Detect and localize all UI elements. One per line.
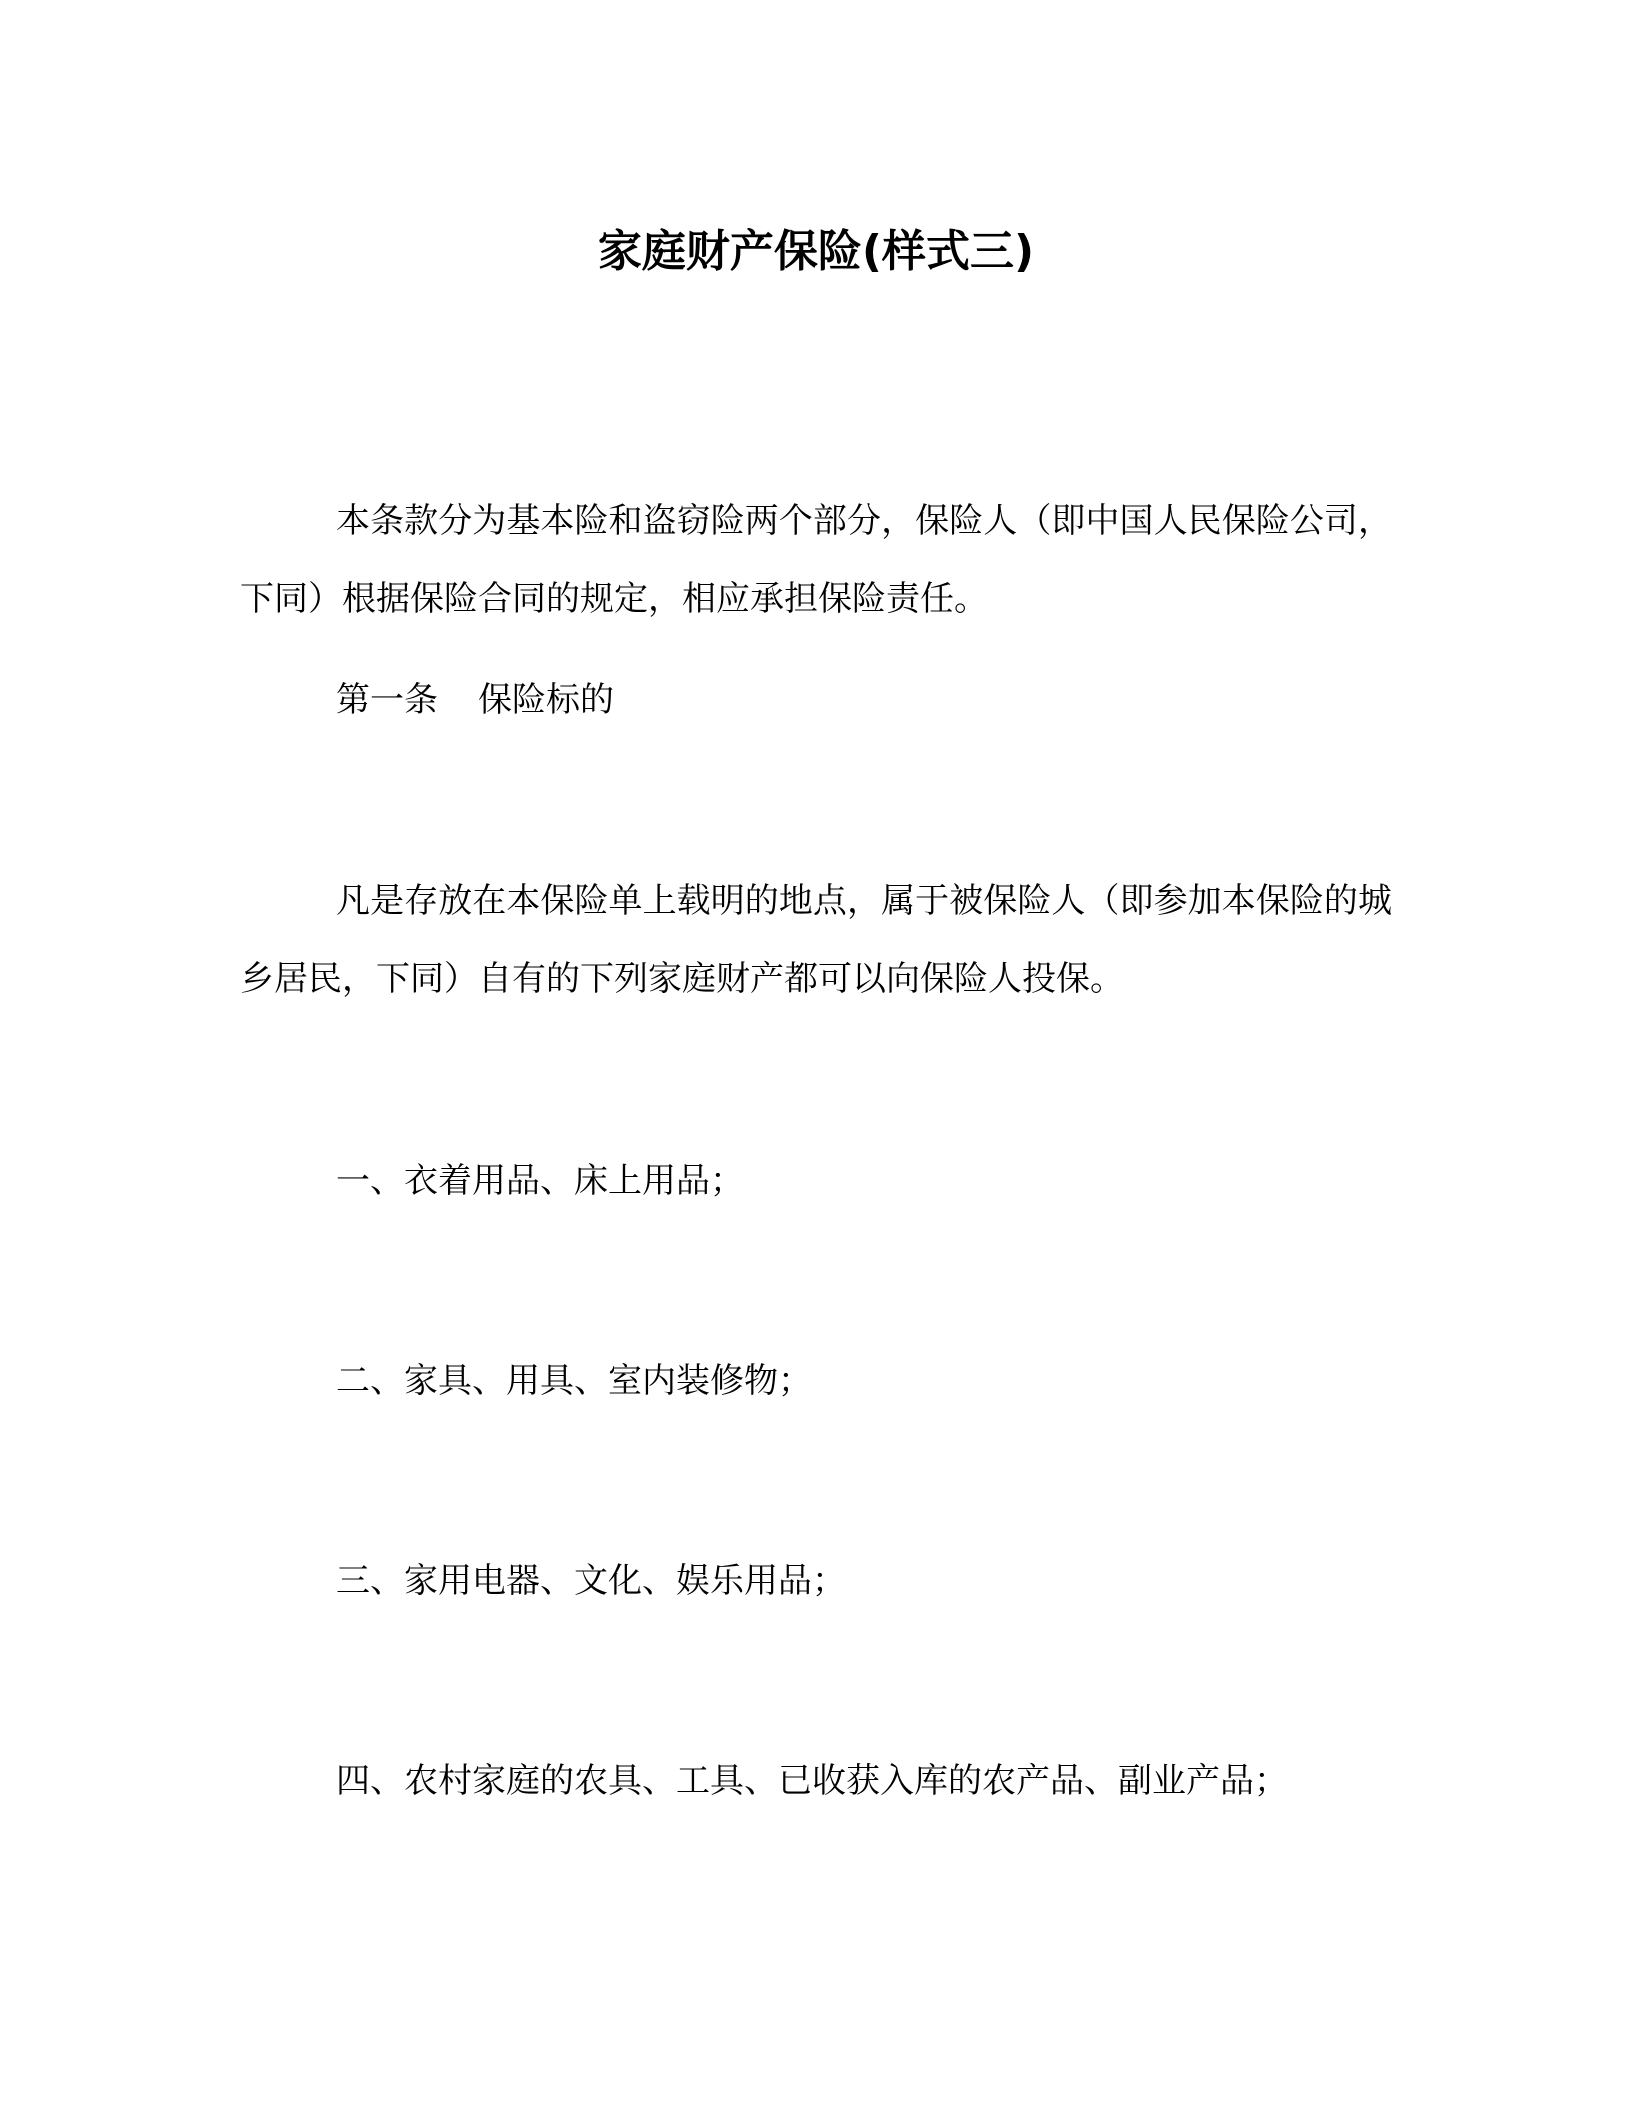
- subject-paragraph: 凡是存放在本保险单上载明的地点，属于被保险人（即参加本保险的城乡居民，下同）自有的下列家庭财产都可以向保险人投保。: [240, 881, 1392, 999]
- article-one-heading: [336, 675, 614, 725]
- list-item: 二、家具、用具、室内装修物；: [336, 1361, 812, 1401]
- list-item: 四、农村家庭的农具、工具、已收获入库的农产品、副业产品；: [336, 1761, 1288, 1801]
- list-item: 一、衣着用品、床上用品；: [336, 1161, 744, 1201]
- document-title: 家庭财产保险(样式三): [597, 226, 1035, 277]
- intro-paragraph: 本条款分为基本险和盗窃险两个部分，保险人（即中国人民保险公司，下同）根据保险合同的规定，相应承担保险责任。: [240, 501, 1392, 619]
- article-one-number: 第一条: [336, 680, 438, 720]
- list-item: 三、家用电器、文化、娱乐用品；: [336, 1561, 846, 1601]
- article-one-title: 保险标的: [478, 680, 614, 720]
